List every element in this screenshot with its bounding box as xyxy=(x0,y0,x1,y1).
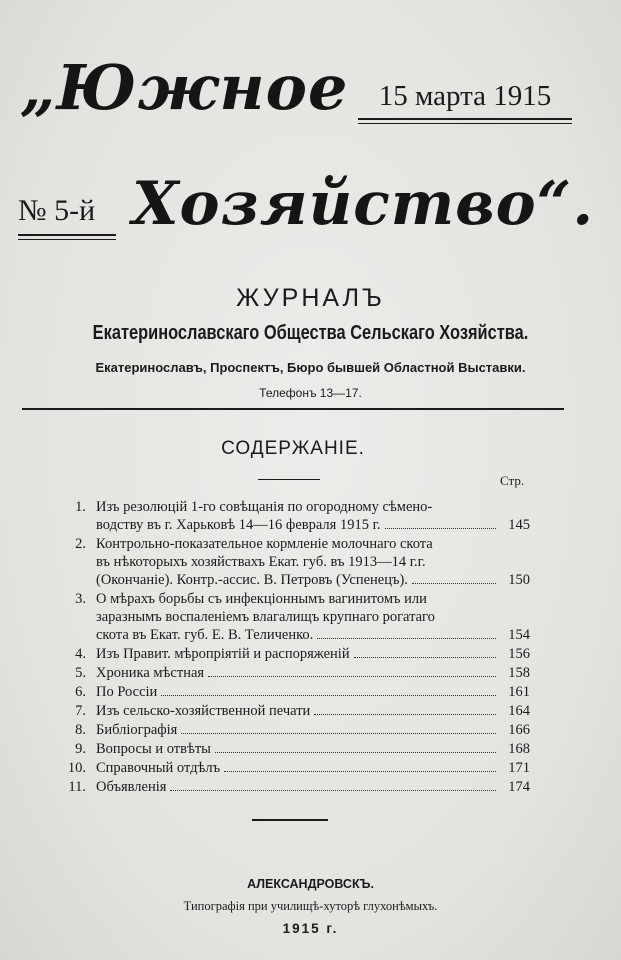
table-of-contents xyxy=(60,498,530,797)
toc-item-page: 171 xyxy=(508,760,530,776)
toc-item-page: 158 xyxy=(508,665,530,681)
date-underline-1 xyxy=(358,118,572,120)
toc-item-text-line: Контрольно-показательное кормленіе молочнаго скота xyxy=(96,536,433,552)
toc-item-text-line: въ нѣкоторыхъ хозяйствахъ Екат. губ. въ 1913—14 г.г. xyxy=(96,554,426,570)
issue-date: 15 марта 1915 xyxy=(378,80,552,112)
toc-item xyxy=(60,683,530,701)
toc-item-number: 1. xyxy=(75,499,86,515)
bottom-divider xyxy=(252,819,328,821)
toc-item-page: 166 xyxy=(508,722,530,738)
toc-item xyxy=(60,645,530,663)
journal-label: ЖУРНАЛЪ xyxy=(236,284,385,312)
toc-item-page: 168 xyxy=(508,741,530,757)
contents-ornament xyxy=(258,479,320,480)
toc-item xyxy=(60,702,530,720)
phone-line: Телефонъ 13—17. xyxy=(259,386,362,400)
toc-item-text: Вопросы и отвѣты xyxy=(96,741,211,757)
toc-item-text: Справочный отдѣлъ xyxy=(96,760,221,776)
title-line-1: „Южное xyxy=(20,51,349,124)
dot-leader xyxy=(224,770,496,772)
issue-underline-1 xyxy=(18,234,116,236)
toc-item xyxy=(60,664,530,682)
toc-item-text: скота въ Екат. губ. Е. В. Теличенко. xyxy=(96,627,314,643)
toc-item-page: 150 xyxy=(508,572,530,588)
toc-item-text-line: О мѣрахъ борьбы съ инфекціоннымъ вагинитомъ или xyxy=(96,591,427,607)
contents-heading: СОДЕРЖАНІЕ. xyxy=(221,438,365,459)
dot-leader xyxy=(314,713,496,715)
dot-leader xyxy=(317,637,496,639)
dot-leader xyxy=(161,694,496,696)
toc-item-text: водству въ г. Харьковѣ 14—16 февраля 1915 г. xyxy=(96,517,381,533)
toc-item-page: 154 xyxy=(508,627,530,643)
toc-item-number: 10. xyxy=(67,760,86,776)
title-line-2: Хозяйство“. xyxy=(132,169,595,239)
publication-year: 1915 г. xyxy=(282,921,339,936)
toc-item-text: По Россіи xyxy=(96,684,158,700)
toc-item-number: 5. xyxy=(75,665,86,681)
page-column-heading: Стр. xyxy=(500,473,525,488)
issue-underline-2 xyxy=(18,239,116,240)
toc-item-text: Библіографія xyxy=(96,722,178,738)
toc-item-number: 11. xyxy=(68,779,86,795)
toc-item xyxy=(60,759,530,777)
toc-item-page: 174 xyxy=(508,779,530,795)
toc-item-page: 145 xyxy=(508,517,530,533)
dot-leader xyxy=(215,751,496,753)
toc-item xyxy=(60,590,530,644)
toc-item-text: Изъ сельско-хозяйственной печати xyxy=(96,703,311,719)
date-underline-2 xyxy=(358,123,572,124)
toc-item-text: (Окончаніе). Контр.-ассис. В. Петровъ (Успенецъ). xyxy=(96,572,408,588)
society-name: Екатеринославскаго Общества Сельскаго Хозяйства. xyxy=(92,322,529,344)
toc-item xyxy=(60,778,530,796)
toc-item xyxy=(60,721,530,739)
toc-item-number: 7. xyxy=(75,703,86,719)
toc-item-page: 161 xyxy=(508,684,530,700)
dot-leader xyxy=(181,732,496,734)
printer-line: Типографія при училищѣ-хуторѣ глухонѣмыхъ. xyxy=(183,899,438,913)
toc-item-page: 156 xyxy=(508,646,530,662)
toc-item-page: 164 xyxy=(508,703,530,719)
toc-item xyxy=(60,535,530,589)
dot-leader xyxy=(412,582,496,584)
dot-leader xyxy=(354,656,496,658)
toc-item-text-line: заразнымъ воспаленіемъ влагалищъ крупнаго рогатаго xyxy=(96,609,435,625)
issue-number: № 5-й xyxy=(18,194,96,227)
publication-city: АЛЕКСАНДРОВСКЪ. xyxy=(247,877,374,891)
dot-leader xyxy=(385,527,496,529)
address-line: Екатеринославъ, Проспектъ, Бюро бывшей Областной Выставки. xyxy=(95,360,526,375)
toc-item-text: Объявленія xyxy=(96,779,167,795)
toc-item-number: 6. xyxy=(75,684,86,700)
toc-item-number: 8. xyxy=(75,722,86,738)
dot-leader xyxy=(208,675,496,677)
toc-item-text-line: Изъ резолюцій 1-го совѣщанія по огородному сѣмено- xyxy=(96,499,433,515)
toc-item-number: 3. xyxy=(75,591,86,607)
toc-item-number: 9. xyxy=(75,741,86,757)
toc-item-text: Хроника мѣстная xyxy=(96,665,205,681)
toc-item-text: Изъ Правит. мѣропріятій и распоряженій xyxy=(96,646,350,662)
toc-item-number: 2. xyxy=(75,536,86,552)
masthead-divider xyxy=(22,408,564,410)
dot-leader xyxy=(170,789,496,791)
toc-item-number: 4. xyxy=(75,646,86,662)
toc-item xyxy=(60,740,530,758)
toc-item xyxy=(60,498,530,534)
